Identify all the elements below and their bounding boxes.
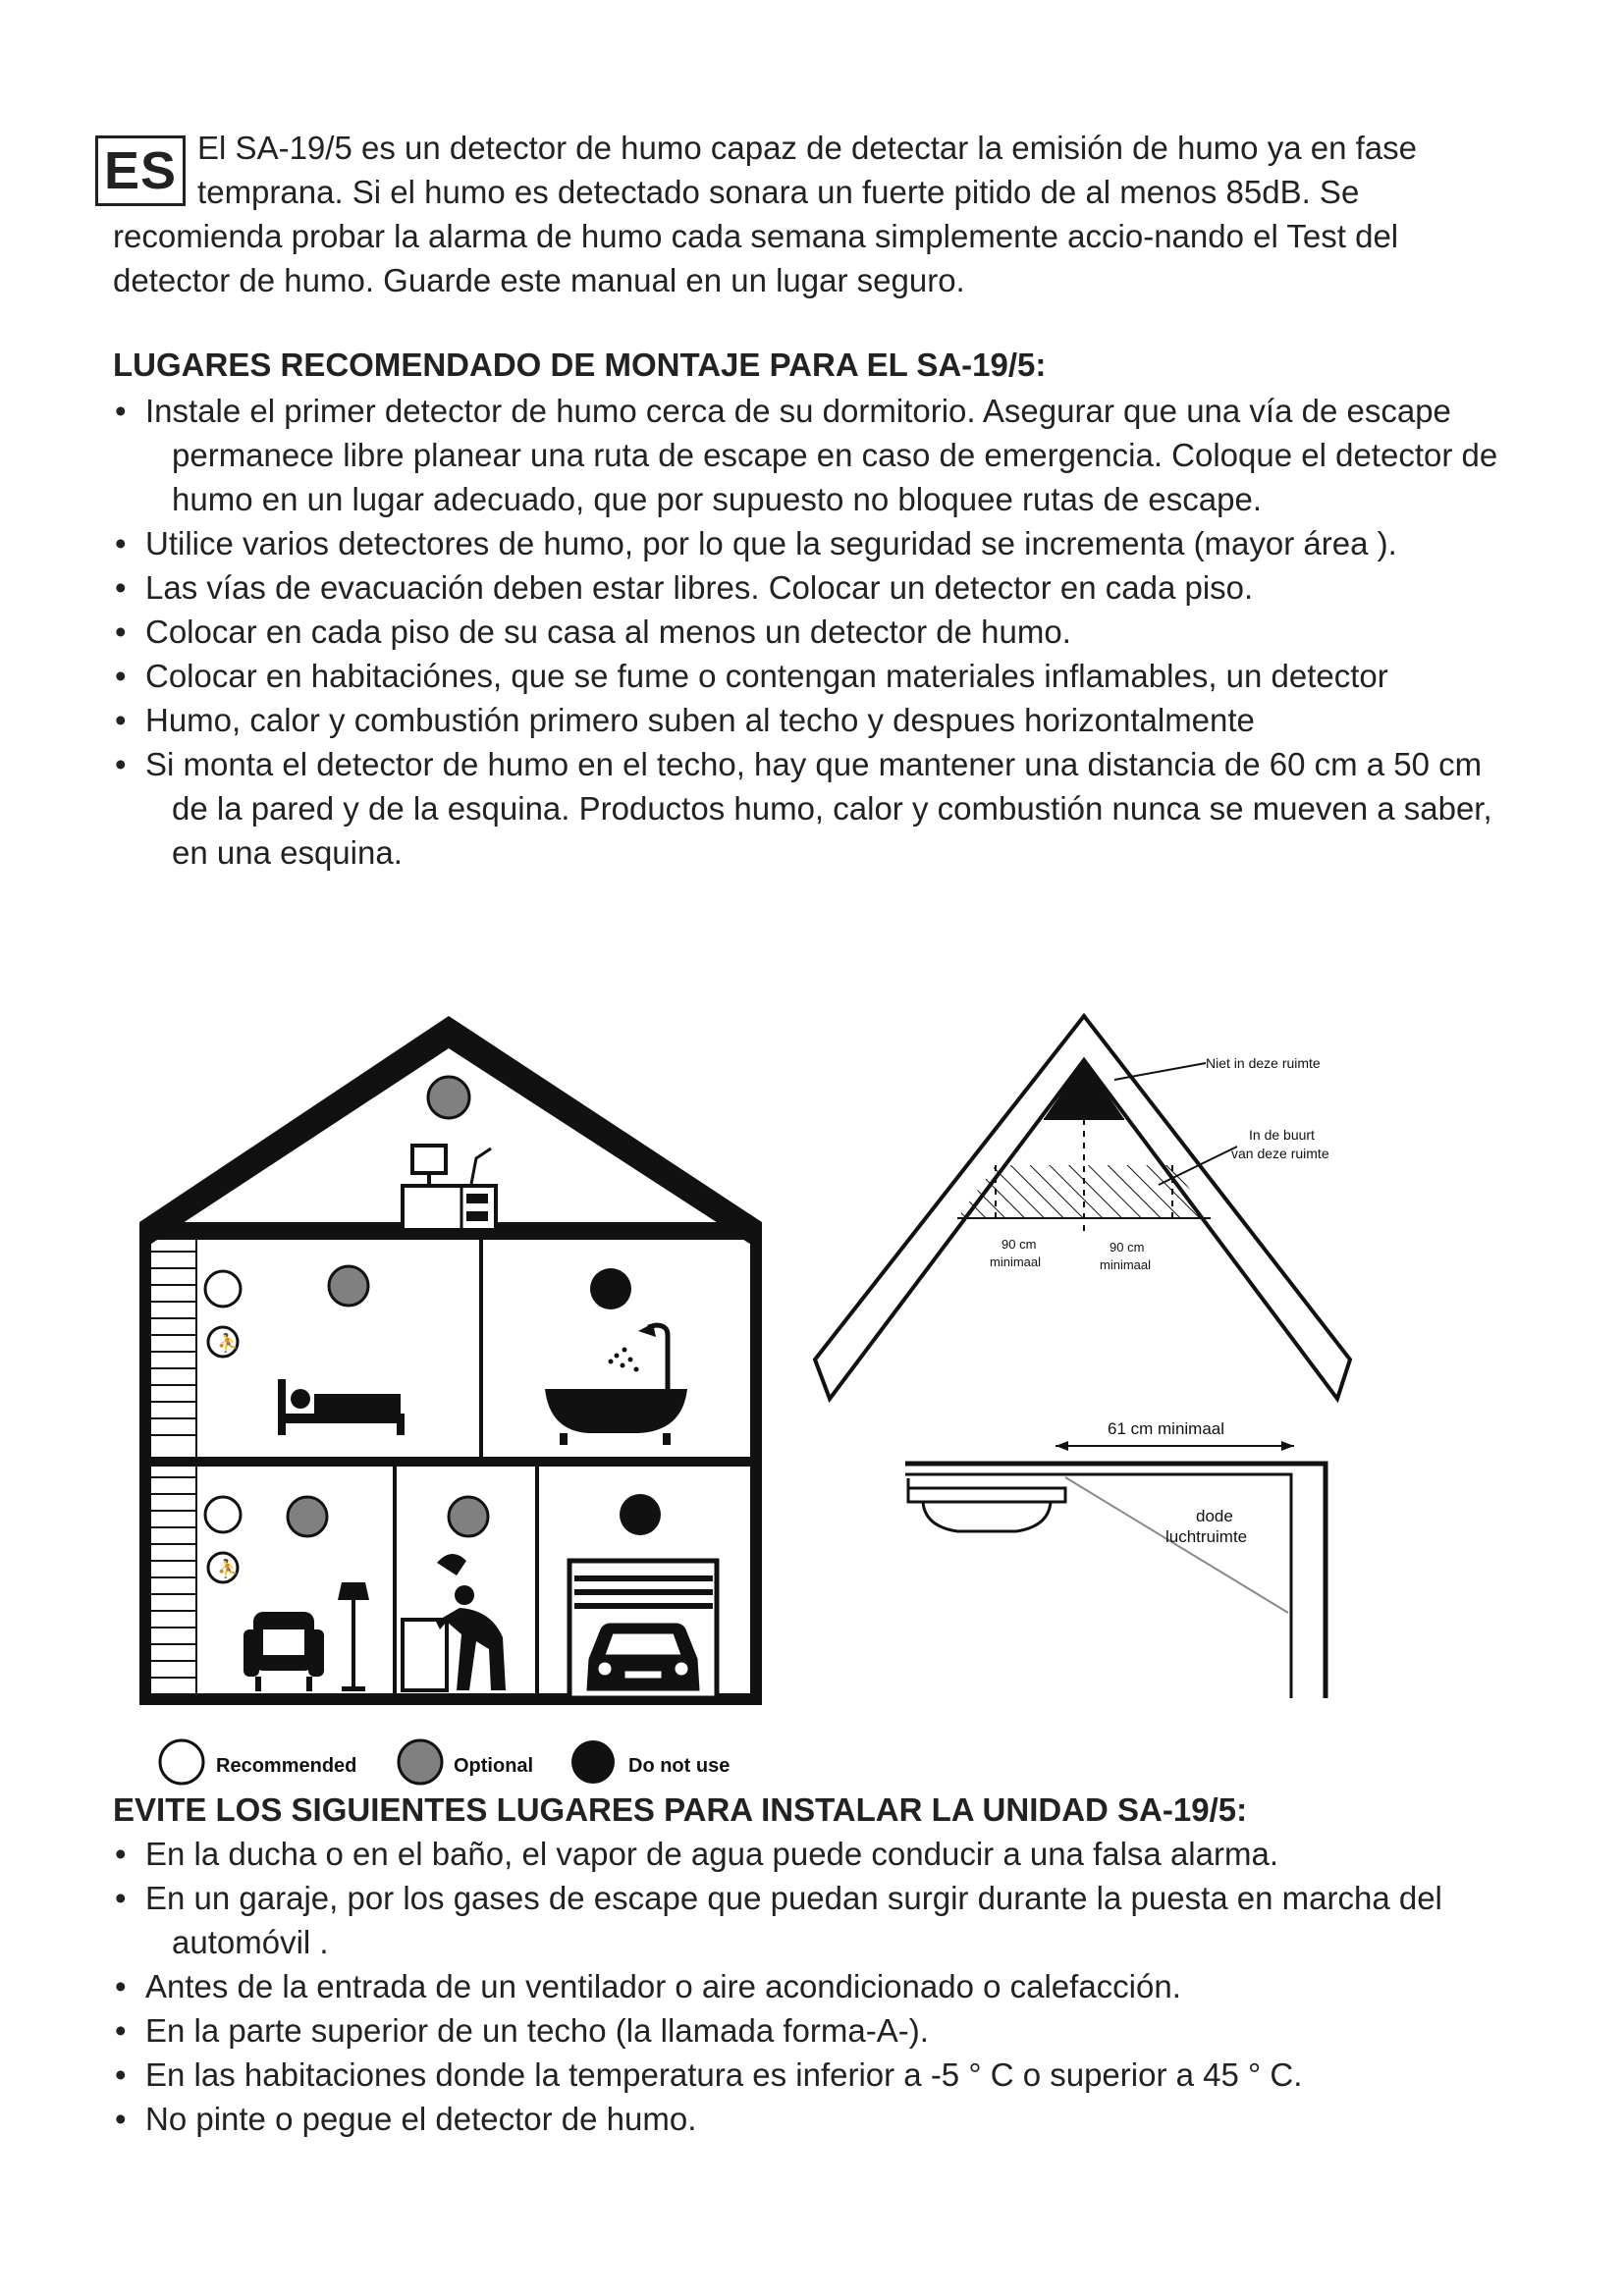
label-not-in-space: Niet in deze ruimte: [1206, 1055, 1321, 1071]
label-near-space-2: van deze ruimte: [1231, 1146, 1329, 1161]
list-item: • Si monta el detector de humo en el techo, hay que mantener una distancia de 60 cm a 50 cm de la pared y de la esquina. Productos humo, calor y combustión nunca se mueven a saber, en una esquina.: [113, 742, 1527, 875]
svg-text:⛹: ⛹: [217, 1559, 240, 1578]
legend-do-not-use-label: Do not use: [628, 1755, 731, 1777]
cook-icon: [403, 1554, 506, 1690]
list-item: • En las habitaciones donde la temperatura es inferior a -5 ° C o superior a 45 ° C.: [113, 2053, 1527, 2097]
list-item: • Instale el primer detector de humo cerca de su dormitorio. Asegurar que una vía de escape permanece libre planear una ruta de escape en caso de emergencia. Coloque el detector de humo en un lugar adecuado, que por supuesto no bloquee rutas de escape.: [113, 389, 1527, 521]
roof-peak-diagram: [815, 1016, 1350, 1399]
list-item: • Colocar en cada piso de su casa al menos un detector de humo.: [113, 610, 1527, 654]
floor-lamp-icon: [338, 1582, 369, 1691]
label-dist-right-1: 90 cm: [1110, 1240, 1145, 1255]
list-item: • Humo, calor y combustión primero suben al techo y despues horizontalmente: [113, 698, 1527, 742]
mounting-heading: LUGARES RECOMENDADO DE MONTAJE PARA EL SA-19/5:: [113, 347, 1047, 383]
list-item: • Utilice varios detectores de humo, por lo que la seguridad se incrementa (mayor área ).: [113, 521, 1527, 565]
list-item: • En un garaje, por los gases de escape que puedan surgir durante la puesta en marcha del automóvil .: [113, 1876, 1527, 1964]
legend-recommended-swatch: [160, 1740, 203, 1784]
list-item: • Las vías de evacuación deben estar libres. Colocar un detector en cada piso.: [113, 565, 1527, 610]
legend-optional-label: Optional: [454, 1755, 534, 1777]
list-item: • No pinte o pegue el detector de humo.: [113, 2097, 1527, 2141]
legend-recommended-label: Recommended: [216, 1755, 357, 1777]
label-min-distance: 61 cm minimaal: [1108, 1419, 1225, 1438]
list-item: • En la parte superior de un techo (la llamada forma-A-).: [113, 2008, 1527, 2053]
label-dist-left-2: minimaal: [990, 1255, 1042, 1269]
legend: [160, 1740, 730, 1784]
avoid-heading: EVITE LOS SIGUIENTES LUGARES PARA INSTALAR LA UNIDAD SA-19/5:: [113, 1791, 1248, 1828]
label-near-space-1: In de buurt: [1249, 1127, 1315, 1143]
legend-do-not-use-swatch: [571, 1740, 615, 1784]
label-dist-left-1: 90 cm: [1001, 1237, 1037, 1252]
bathtub-icon: [545, 1323, 687, 1445]
label-dead-air-1: dode: [1196, 1507, 1233, 1525]
svg-text:⛹: ⛹: [217, 1333, 240, 1353]
ceiling-wall-diagram: [905, 1419, 1326, 1698]
list-item: • En la ducha o en el baño, el vapor de agua puede conducir a una falsa alarma.: [113, 1832, 1527, 1876]
label-dead-air-2: luchtruimte: [1165, 1527, 1248, 1546]
garage-car-icon: [569, 1561, 717, 1698]
house-diagram: [139, 1016, 762, 1705]
bed-icon: [278, 1379, 405, 1435]
intro-text: El SA-19/5 es un detector de humo capaz de detectar la emisión de humo ya en fase temprana. Si el humo es detectado sonara un fuerte pitido de al menos 85dB. Se recomienda probar la alarma de humo cada semana simplemente accio-nando el Test del detector de humo. Guarde este manual en un lugar seguro.: [113, 130, 1417, 298]
list-item: • Antes de la entrada de un ventilador o aire acondicionado o calefacción.: [113, 1964, 1527, 2008]
legend-optional-swatch: [399, 1740, 442, 1784]
language-badge: ES: [95, 135, 186, 206]
avoid-list: [113, 1832, 1527, 2141]
label-dist-right-2: minimaal: [1100, 1257, 1152, 1272]
list-item: • Colocar en habitaciónes, que se fume o contengan materiales inflamables, un detector: [113, 654, 1527, 698]
